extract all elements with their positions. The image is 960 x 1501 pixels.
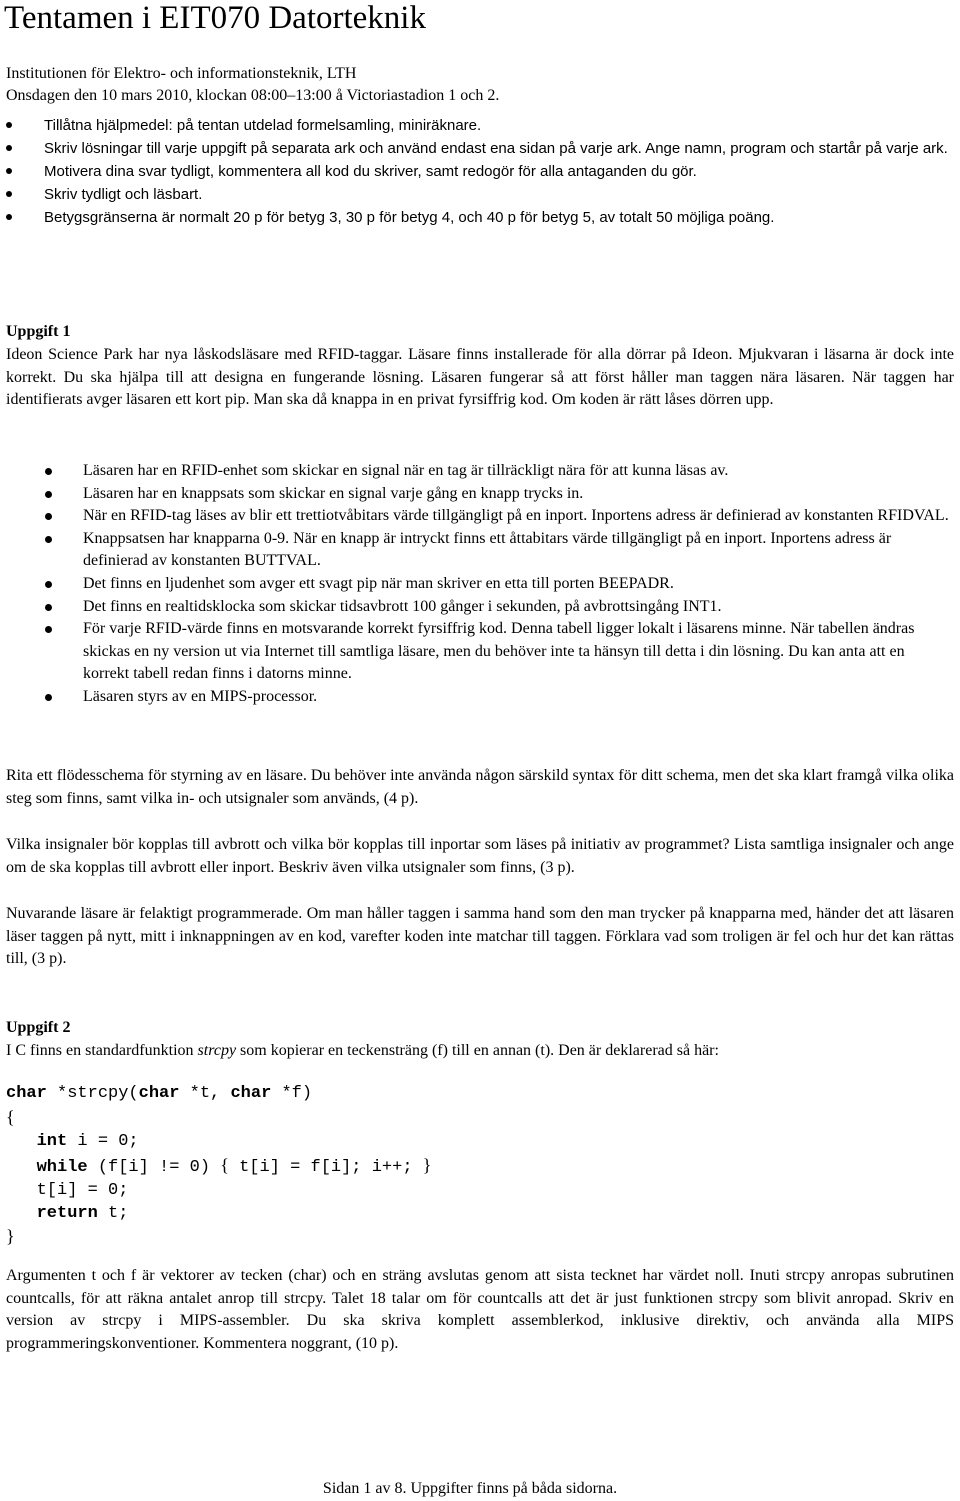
exam-title: Tentamen i EIT070 Datorteknik <box>4 0 426 36</box>
uppgift1-question-b: Vilka insignaler bör kopplas till avbrott och vilka bör kopplas till inportar som läses på initiativ av programmet? Lista samtliga insignaler och ange om de ska kopplas till avbrott eller inport. Beskriv även vilka utsignaler som finns, (3 p). <box>6 836 954 876</box>
uppgift2-intro: I C finns en standardfunktion strcpy som kopierar en teckensträng (f) till en annan (t). Den är deklarerad så här: <box>6 1042 719 1059</box>
bullet-icon <box>6 145 12 151</box>
bullet-icon <box>6 191 12 197</box>
rule-item: Skriv lösningar till varje uppgift på separata ark och använd endast ena sidan på varje ark. Ange namn, program och startår på varje ark. <box>6 137 956 160</box>
spec-item: Det finns en realtidsklocka som skickar tidsavbrott 100 gånger i sekunden, på avbrottsingång INT1. <box>6 596 954 619</box>
bullet-icon <box>6 214 12 220</box>
date-line: Onsdagen den 10 mars 2010, klockan 08:00–13:00 å Victoriastadion 1 och 2. <box>6 87 500 104</box>
uppgift1-intro: Ideon Science Park har nya låskodsläsare med RFID-taggar. Läsare finns installerade för alla dörrar på Ideon. Mjukvaran i läsarna är dock inte korrekt. Du ska hjälpa till att designa en fungerande lösning. Läsaren fungerar så att först håller man taggen nära läsaren. När taggen har identifierats avger läsaren ett kort pip. Man ska då knappa in en privat fyrsiffrig kod. Om koden är rätt låses dörren upp. <box>6 346 954 408</box>
bullet-icon <box>6 122 12 128</box>
institution-line: Institutionen för Elektro- och informationsteknik, LTH <box>6 65 357 82</box>
spec-item: Läsaren styrs av en MIPS-processor. <box>6 686 954 709</box>
spec-item: Det finns en ljudenhet som avger ett svagt pip när man skriver en etta till porten BEEPADR. <box>6 573 954 596</box>
uppgift1-spec-list <box>6 460 954 709</box>
bullet-icon <box>6 168 12 174</box>
spec-item: Knappsatsen har knapparna 0-9. När en knapp är intryckt finns ett åttabitars värde tillgängligt på en inport. Inportens adress är definierad av konstanten BUTTVAL. <box>6 528 954 573</box>
bullet-icon <box>45 468 52 475</box>
rule-item: Betygsgränserna är normalt 20 p för betyg 3, 30 p för betyg 4, och 40 p för betyg 5, av totalt 50 möjliga poäng. <box>6 206 956 229</box>
page-footer: Sidan 1 av 8. Uppgifter finns på båda sidorna. <box>322 1480 618 1497</box>
spec-item: Läsaren har en knappsats som skickar en signal varje gång en knapp trycks in. <box>6 483 954 506</box>
spec-item: För varje RFID-värde finns en motsvarande korrekt fyrsiffrig kod. Denna tabell ligger lokalt i läsarens minne. När tabellen ändras skickas en ny version ut via Internet till samtliga läsare, men du behöver inte ta hänsyn till detta i din lösning. Du kan anta att en korrekt tabell redan finns i datorns minne. <box>6 618 954 686</box>
uppgift1-question-a: Rita ett flödesschema för styrning av en läsare. Du behöver inte använda någon särskild syntax för ditt schema, men det ska klart framgå vilka olika steg som finns, samt vilka in- och utsignaler som används, (4 p). <box>6 767 954 807</box>
exam-rules-list <box>6 114 956 229</box>
spec-item: Läsaren har en RFID-enhet som skickar en signal när en tag är tillräckligt nära för att kunna läsas av. <box>6 460 954 483</box>
rule-item: Skriv tydligt och läsbart. <box>6 183 956 206</box>
bullet-icon <box>45 581 52 588</box>
strcpy-code-block: char *strcpy(char *t, char *f) { int i = 0; while (f[i] != 0) { t[i] = f[i]; i++; } t[i] = 0; return t; } <box>6 1084 432 1247</box>
rule-item: Tillåtna hjälpmedel: på tentan utdelad formelsamling, miniräknare. <box>6 114 956 137</box>
rule-item: Motivera dina svar tydligt, kommentera all kod du skriver, samt redogör för alla antaganden du gör. <box>6 160 956 183</box>
uppgift2-heading: Uppgift 2 <box>6 1019 71 1036</box>
bullet-icon <box>45 536 52 543</box>
spec-item: När en RFID-tag läses av blir ett trettiotvåbitars värde tillgängligt på en inport. Inportens adress är definierad av konstanten RFIDVAL. <box>6 505 954 528</box>
bullet-icon <box>45 513 52 520</box>
uppgift2-description: Argumenten t och f är vektorer av tecken (char) och en sträng avslutas genom att sista tecknet har värdet noll. Inuti strcpy anropas subrutinen countcalls, för att räkna antalet anrop till strcpy. Talet 18 talar om för countcalls att det är just funktionen strcpy som blivit anropad. Skriv en version av strcpy i MIPS-assembler. Du ska skriva komplett assemblerkod, inklusive direktiv, och använda alla MIPS programmeringskonventioner. Kommentera noggrant, (10 p). <box>6 1267 954 1352</box>
uppgift1-question-c: Nuvarande läsare är felaktigt programmerade. Om man håller taggen i samma hand som den man trycker på knapparna med, händer det att läsaren läser taggen på nytt, mitt i inknappningen av en kod, varefter koden inte matchar till taggen. Förklara vad som troligen är fel och hur det kan rättas till, (3 p). <box>6 905 954 967</box>
bullet-icon <box>45 626 52 633</box>
uppgift1-heading: Uppgift 1 <box>6 323 71 340</box>
bullet-icon <box>45 491 52 498</box>
bullet-icon <box>45 604 52 611</box>
bullet-icon <box>45 694 52 701</box>
